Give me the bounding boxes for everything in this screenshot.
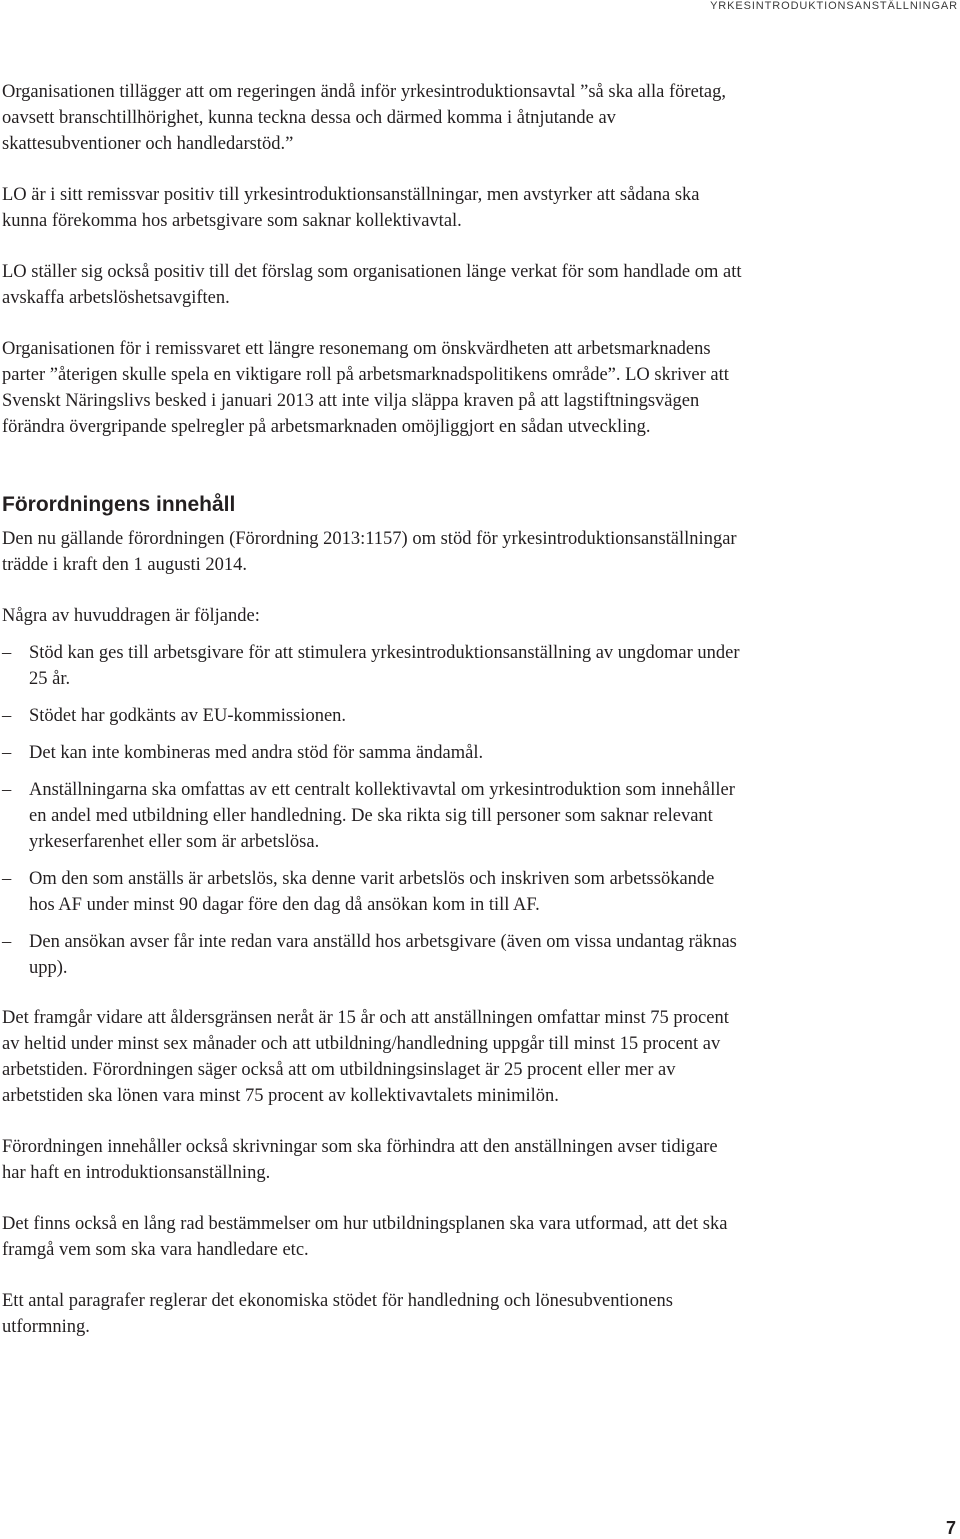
list-item-text: Om den som anställs är arbetslös, ska denne varit arbetslös och inskriven som arbetssökande hos AF under minst 90 dagar före den dag då ansökan kom in till AF. [29, 869, 715, 915]
list-item-text: Anställningarna ska omfattas av ett centralt kollektivavtal om yrkesintroduktion som innehåller en andel med utbildning eller handledning. De ska rikta sig till personer som saknar relevant yrkeserfarenhet eller som är arbetslösa. [29, 780, 735, 852]
list-item-text: Stöd kan ges till arbetsgivare för att stimulera yrkesintroduktionsanställning av ungdomar under 25 år. [29, 643, 740, 689]
main-points-list [2, 640, 742, 981]
list-item-text: Stödet har godkänts av EU-kommissionen. [29, 706, 347, 726]
paragraph-arbetsmarknadens-parter: Organisationen för i remissvaret ett längre resonemang om önskvärdheten att arbetsmarknadens parter ”återigen skulle spela en viktigare roll på arbetsmarknadspolitikens område”. LO skriver att Svenskt Näringslivs besked i januari 2013 att inte vilja släppa kraven på att lagstiftningsvägen förändra övergripande spelregler på arbetsmarknaden omöjliggjort en sådan utveckling. [2, 339, 729, 437]
paragraph-forhindra: Förordningen innehåller också skrivningar som ska förhindra att den anställningen avser tidigare har haft en introduktionsanställning. [2, 1137, 718, 1183]
dash-bullet: – [2, 706, 12, 726]
running-header-title: YRKESINTRODUKTIONSANSTÄLLNINGAR [710, 0, 958, 12]
paragraph-ekonomiska-stodet: Ett antal paragrafer reglerar det ekonomiska stödet för handledning och lönesubventionens utformning. [2, 1291, 673, 1337]
paragraph-organisation-quote: Organisationen tillägger att om regeringen ändå inför yrkesintroduktionsavtal ”så ska alla företag, oavsett branschtillhörighet, kunna teckna dessa och därmed komma i åtnjutande av skattesubventioner och handledarstöd.” [2, 82, 727, 154]
paragraph-lo-arbetsloshetsavgift: LO ställer sig också positiv till det förslag som organisationen länge verkat för som handlade om att avskaffa arbetslöshetsavgiften. [2, 262, 742, 308]
document-body [2, 79, 742, 1365]
list-item [2, 777, 742, 855]
list-item-text: Den ansökan avser får inte redan vara anställd hos arbetsgivare (även om vissa undantag räknas upp). [29, 932, 737, 978]
list-item [2, 703, 742, 729]
paragraph-aldersgrans: Det framgår vidare att åldersgränsen neråt är 15 år och att anställningen omfattar minst 75 procent av heltid under minst sex månader och att utbildning/handledning uppgår till minst 15 procent av arbetstiden. Förordningen säger också att om utbildningsinslaget är 25 procent eller mer av arbetstiden ska lönen vara minst 75 procent av kollektivavtalets minimilön. [2, 1008, 729, 1106]
page-number: 7 [945, 1518, 956, 1538]
paragraph-utbildningsplan: Det finns också en lång rad bestämmelser om hur utbildningsplanen ska vara utformad, att det ska framgå vem som ska vara handledare etc. [2, 1214, 728, 1260]
paragraph-forordning-lead: Den nu gällande förordningen (Förordning 2013:1157) om stöd för yrkesintroduktionsanställningar trädde i kraft den 1 augusti 2014. [2, 529, 737, 575]
paragraph-list-intro: Några av huvuddragen är följande: [2, 606, 260, 626]
list-item-text: Det kan inte kombineras med andra stöd för samma ändamål. [29, 743, 484, 763]
dash-bullet: – [2, 869, 12, 889]
paragraph-lo-remissvar: LO är i sitt remissvar positiv till yrkesintroduktionsanställningar, men avstyrker att sådana ska kunna förekomma hos arbetsgivare som saknar kollektivavtal. [2, 185, 700, 231]
dash-bullet: – [2, 780, 12, 800]
dash-bullet: – [2, 643, 12, 663]
list-item [2, 929, 742, 981]
list-item [2, 640, 742, 692]
list-item [2, 866, 742, 918]
dash-bullet: – [2, 932, 12, 952]
list-item [2, 740, 742, 766]
dash-bullet: – [2, 743, 12, 763]
section-heading: Förordningens innehåll [2, 493, 236, 516]
